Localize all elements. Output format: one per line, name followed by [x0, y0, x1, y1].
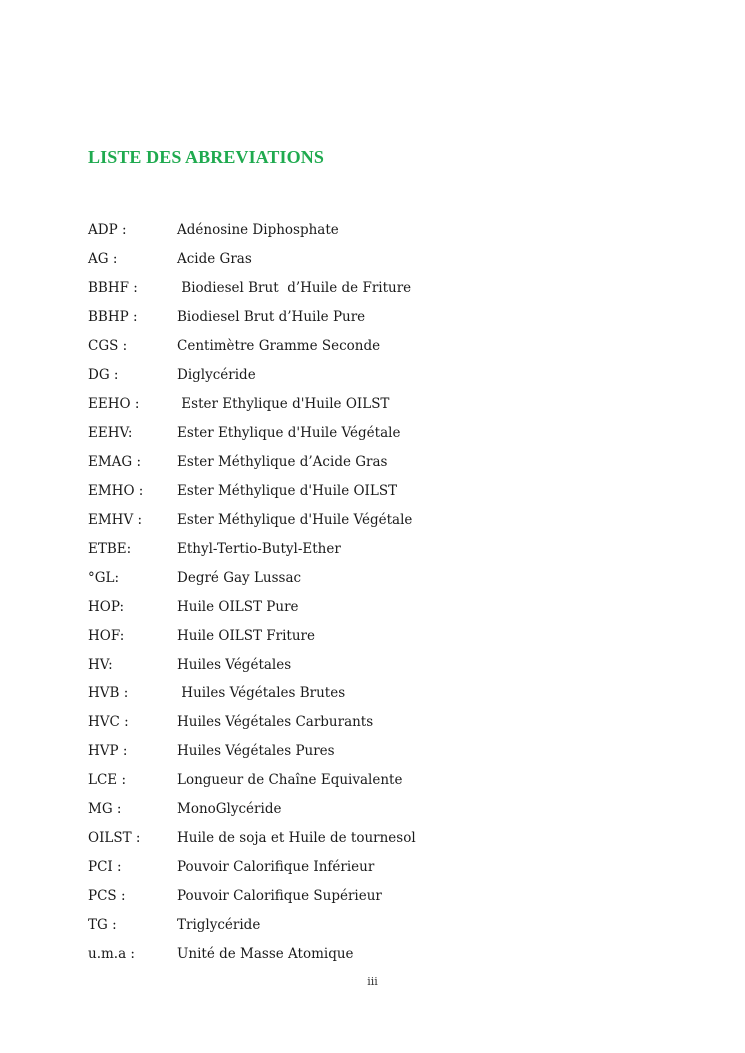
- abbreviation: u.m.a :: [88, 945, 135, 962]
- abbreviation: OILST :: [88, 830, 141, 847]
- list-item: [88, 882, 688, 911]
- abbreviation: BBHP :: [88, 309, 138, 326]
- list-item: [88, 390, 688, 419]
- definition: Centimètre Gramme Seconde: [177, 338, 381, 355]
- list-item: [88, 245, 688, 274]
- page-number: iii: [367, 975, 378, 988]
- list-item: [88, 419, 688, 448]
- definition: Biodiesel Brut d’Huile de Friture: [177, 280, 412, 297]
- abbreviation: PCS :: [88, 888, 126, 905]
- definition: Ester Ethylique d'Huile OILST: [177, 396, 390, 413]
- definition: Ester Méthylique d’Acide Gras: [177, 453, 388, 470]
- abbreviation: EEHO :: [88, 396, 140, 413]
- definition: Huiles Végétales Carburants: [177, 714, 374, 731]
- list-item: [88, 303, 688, 332]
- definition: Huiles Végétales Brutes: [177, 685, 346, 702]
- list-item: [88, 332, 688, 361]
- definition: Huile OILST Friture: [177, 627, 315, 644]
- abbreviation: TG :: [88, 916, 117, 933]
- list-item: [88, 737, 688, 766]
- list-item: [88, 939, 688, 968]
- list-item: [88, 216, 688, 245]
- definition: Huile OILST Pure: [177, 598, 299, 615]
- definition: Ester Méthylique d'Huile OILST: [177, 482, 398, 499]
- abbreviation: HVC :: [88, 714, 129, 731]
- list-item: [88, 476, 688, 505]
- abbreviation: DG :: [88, 367, 119, 384]
- list-item: [88, 911, 688, 940]
- list-item: [88, 592, 688, 621]
- definition: Pouvoir Calorifique Supérieur: [177, 888, 382, 905]
- abbreviation: HOP:: [88, 598, 124, 615]
- abbreviation: PCI :: [88, 859, 122, 876]
- list-item: [88, 274, 688, 303]
- list-item: [88, 534, 688, 563]
- list-item: [88, 563, 688, 592]
- definition: Pouvoir Calorifique Inférieur: [177, 859, 375, 876]
- definition: Huiles Végétales Pures: [177, 743, 335, 760]
- list-item: [88, 853, 688, 882]
- definition: MonoGlycéride: [177, 801, 282, 818]
- list-item: [88, 679, 688, 708]
- list-item: [88, 621, 688, 650]
- list-item: [88, 795, 688, 824]
- definition: Unité de Masse Atomique: [177, 945, 354, 962]
- abbreviation-list: [88, 216, 688, 968]
- list-item: [88, 824, 688, 853]
- abbreviation: HVP :: [88, 743, 128, 760]
- definition: Huile de soja et Huile de tournesol: [177, 830, 416, 847]
- list-item: [88, 448, 688, 477]
- definition: Degré Gay Lussac: [177, 569, 302, 586]
- definition: Ester Ethylique d'Huile Végétale: [177, 425, 401, 442]
- list-item: [88, 650, 688, 679]
- abbreviation: ETBE:: [88, 540, 132, 557]
- definition: Ester Méthylique d'Huile Végétale: [177, 511, 413, 528]
- definition: Diglycéride: [177, 367, 256, 384]
- abbreviation: AG :: [88, 251, 118, 268]
- list-item: [88, 708, 688, 737]
- page-title: LISTE DES ABREVIATIONS: [88, 147, 324, 167]
- definition: Acide Gras: [177, 251, 252, 268]
- definition: Huiles Végétales: [177, 656, 292, 673]
- definition: Biodiesel Brut d’Huile Pure: [177, 309, 366, 326]
- abbreviation: BBHF :: [88, 280, 138, 297]
- abbreviation: EMHV :: [88, 511, 143, 528]
- list-item: [88, 361, 688, 390]
- abbreviation: HVB :: [88, 685, 129, 702]
- abbreviation: EMAG :: [88, 453, 142, 470]
- abbreviation: HOF:: [88, 627, 125, 644]
- abbreviation: MG :: [88, 801, 122, 818]
- definition: Adénosine Diphosphate: [177, 222, 339, 239]
- abbreviation: LCE :: [88, 772, 126, 789]
- definition: Longueur de Chaîne Equivalente: [177, 772, 403, 789]
- definition: Ethyl-Tertio-Butyl-Ether: [177, 540, 341, 557]
- abbreviation: HV:: [88, 656, 113, 673]
- definition: Triglycéride: [177, 916, 261, 933]
- abbreviation: ADP :: [88, 222, 127, 239]
- abbreviation: EMHO :: [88, 482, 144, 499]
- abbreviation: °GL:: [88, 569, 120, 586]
- list-item: [88, 505, 688, 534]
- abbreviation: CGS :: [88, 338, 128, 355]
- list-item: [88, 766, 688, 795]
- abbreviation: EEHV:: [88, 425, 133, 442]
